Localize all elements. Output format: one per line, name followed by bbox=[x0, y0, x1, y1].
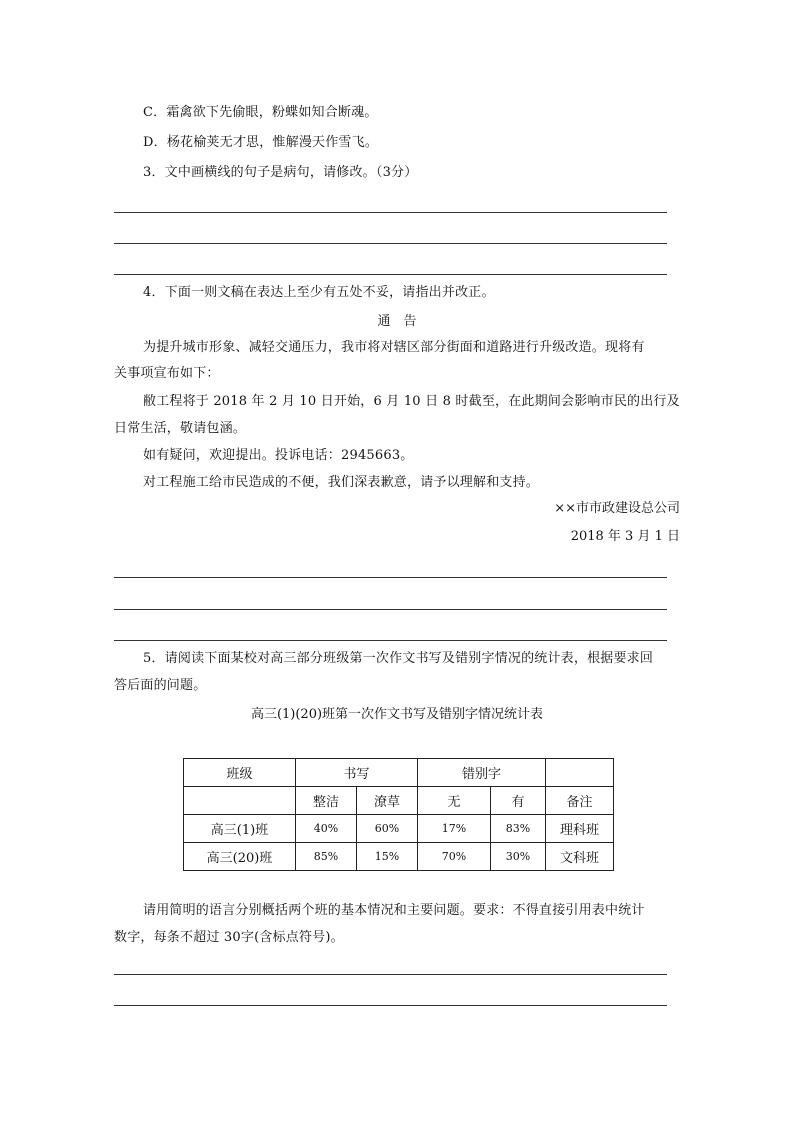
question-5-cont: 答后面的问题。 bbox=[114, 678, 207, 693]
table-title: 高三(1)(20)班第一次作文书写及错别字情况统计表 bbox=[250, 707, 544, 722]
header-neat: 整洁 bbox=[296, 787, 357, 815]
header-empty bbox=[184, 787, 296, 815]
answer-line bbox=[114, 212, 667, 213]
notice-signature: ××市市政建设总公司 bbox=[554, 501, 680, 516]
header-empty bbox=[546, 759, 614, 787]
cell-note: 文科班 bbox=[546, 843, 614, 871]
notice-paragraph: 敝工程将于 2018 年 2 月 10 日开始，6 月 10 日 8 时截至，在此期间会影响市民的出行及 bbox=[143, 394, 680, 409]
cell-class: 高三(20)班 bbox=[184, 843, 296, 871]
notice-paragraph: 对工程施工给市民造成的不便，我们深表歉意，请予以理解和支持。 bbox=[143, 475, 540, 490]
cell-note: 理科班 bbox=[546, 815, 614, 843]
option-d: D．杨花榆荚无才思，惟解漫天作雪飞。 bbox=[143, 135, 379, 150]
answer-line bbox=[114, 274, 667, 275]
cell-neat: 85% bbox=[296, 843, 357, 871]
cell-class: 高三(1)班 bbox=[184, 815, 296, 843]
cell-sloppy: 15% bbox=[357, 843, 418, 871]
answer-line bbox=[114, 1005, 667, 1006]
cell-has: 30% bbox=[491, 843, 546, 871]
notice-date: 2018 年 3 月 1 日 bbox=[570, 529, 680, 544]
answer-line bbox=[114, 974, 667, 975]
header-class: 班级 bbox=[184, 759, 296, 787]
table-row bbox=[184, 815, 614, 843]
notice-title: 通 告 bbox=[377, 314, 417, 329]
table-header-row bbox=[184, 759, 614, 787]
header-has: 有 bbox=[491, 787, 546, 815]
header-typos: 错别字 bbox=[418, 759, 546, 787]
header-none: 无 bbox=[418, 787, 491, 815]
notice-paragraph: 关事项宣布如下： bbox=[114, 366, 220, 381]
question-3: 3．文中画横线的句子是病句，请修改。（3分） bbox=[143, 165, 418, 180]
cell-sloppy: 60% bbox=[357, 815, 418, 843]
cell-none: 17% bbox=[418, 815, 491, 843]
question-4: 4．下面一则文稿在表达上至少有五处不妥，请指出并改正。 bbox=[143, 285, 495, 300]
header-note: 备注 bbox=[546, 787, 614, 815]
statistics-table bbox=[183, 758, 614, 871]
instruction: 请用简明的语言分别概括两个班的基本情况和主要问题。要求：不得直接引用表中统计 bbox=[143, 903, 645, 918]
option-c: C．霜禽欲下先偷眼，粉蝶如知合断魂。 bbox=[143, 105, 378, 120]
answer-line bbox=[114, 243, 667, 244]
notice-paragraph: 为提升城市形象、减轻交通压力，我市将对辖区部分街面和道路进行升级改造。现将有 bbox=[143, 340, 645, 355]
answer-line bbox=[114, 609, 667, 610]
table-subheader-row bbox=[184, 787, 614, 815]
notice-paragraph: 日常生活，敬请包涵。 bbox=[114, 421, 247, 436]
header-sloppy: 潦草 bbox=[357, 787, 418, 815]
question-5: 5．请阅读下面某校对高三部分班级第一次作文书写及错别字情况的统计表，根据要求回 bbox=[143, 651, 654, 666]
header-writing: 书写 bbox=[296, 759, 418, 787]
cell-none: 70% bbox=[418, 843, 491, 871]
instruction-cont: 数字，每条不超过 30字(含标点符号)。 bbox=[114, 930, 344, 945]
cell-neat: 40% bbox=[296, 815, 357, 843]
notice-paragraph: 如有疑问，欢迎提出。投诉电话：2945663。 bbox=[143, 448, 414, 463]
answer-line bbox=[114, 640, 667, 641]
table-row bbox=[184, 843, 614, 871]
cell-has: 83% bbox=[491, 815, 546, 843]
answer-line bbox=[114, 577, 667, 578]
